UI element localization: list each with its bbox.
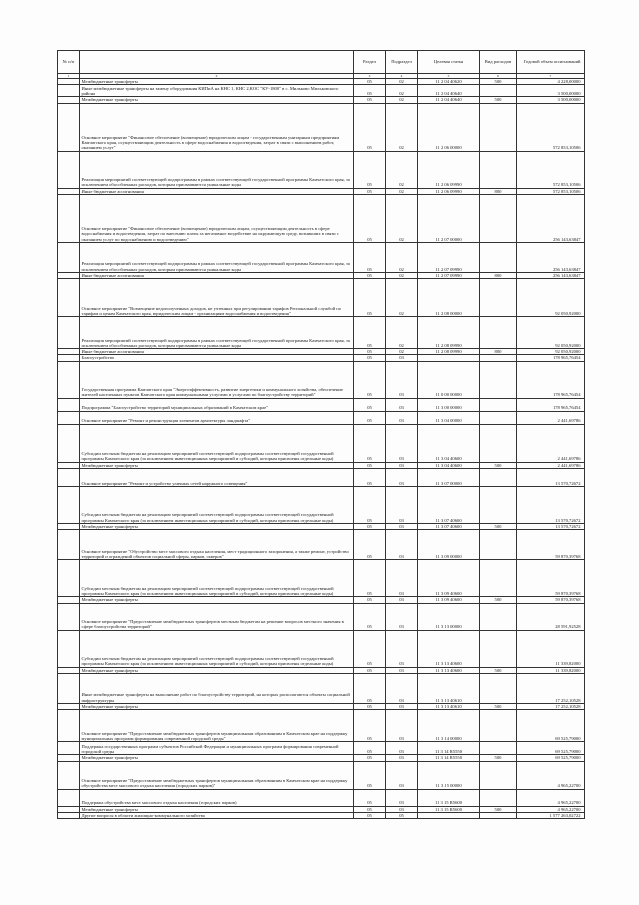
row-num-cell bbox=[58, 424, 80, 462]
row-amount-cell: 13 570,72672 bbox=[517, 469, 585, 487]
row-num-cell bbox=[58, 411, 80, 424]
row-target-cell: 11 3 13 40610 bbox=[418, 703, 480, 709]
row-podrazdel-cell: 03 bbox=[386, 524, 418, 530]
row-amount-cell: 572 853,10506 bbox=[517, 103, 585, 151]
row-num-cell bbox=[58, 469, 80, 487]
row-amount-cell: 4 965,22700 bbox=[517, 789, 585, 806]
row-razdel-cell: 05 bbox=[354, 194, 386, 242]
row-amount-cell: 178 965,76454 bbox=[517, 355, 585, 361]
header-target: Целевая статья bbox=[418, 51, 480, 74]
row-name-cell: Субсидии местным бюджетам на реализацию мероприятий соответствующей подпрограммы соответствующей государственной программы Камчатского края (за исключением инвестиционных мероприятий и субсидий, которым присвоены отдельные коды) bbox=[80, 424, 354, 462]
row-expense-type-cell: 500 bbox=[480, 703, 517, 709]
table-row bbox=[58, 742, 585, 755]
row-name-cell: Другие вопросы в области жилищно-коммунального хозяйства bbox=[80, 812, 354, 818]
row-target-cell: 11 3 07 40600 bbox=[418, 487, 480, 524]
row-expense-type-cell bbox=[480, 194, 517, 242]
row-name-cell: Субсидии местным бюджетам на реализацию мероприятий соответствующей подпрограммы соответствующей государственной программы Камчатского края (за исключением инвестиционных мероприятий и субсидий, которым присвоены отдельные коды) bbox=[80, 630, 354, 667]
row-amount-cell: 11 339,82000 bbox=[517, 630, 585, 667]
row-amount-cell: 59 870,39768 bbox=[517, 560, 585, 597]
row-target-cell: 11 2 04 40640 bbox=[418, 97, 480, 103]
row-expense-type-cell bbox=[480, 151, 517, 188]
table-row bbox=[58, 761, 585, 789]
row-razdel-cell: 05 bbox=[354, 462, 386, 468]
row-name-cell: Межбюджетные трансферты bbox=[80, 755, 354, 761]
row-expense-type-cell: 800 bbox=[480, 349, 517, 355]
row-amount-cell: 256 143,63847 bbox=[517, 242, 585, 272]
row-expense-type-cell bbox=[480, 411, 517, 424]
table-row bbox=[58, 361, 585, 398]
row-podrazdel-cell: 03 bbox=[386, 469, 418, 487]
row-target-cell: 11 3 15 R5600 bbox=[418, 789, 480, 806]
row-target-cell: 11 3 13 40600 bbox=[418, 667, 480, 673]
row-razdel-cell: 05 bbox=[354, 755, 386, 761]
row-num-cell bbox=[58, 530, 80, 560]
row-name-cell: Субсидии местным бюджетам на реализацию мероприятий соответствующей подпрограммы соответствующей государственной программы Камчатского края (за исключением инвестиционных мероприятий и субсидий, которым присвоены отдельные коды) bbox=[80, 487, 354, 524]
row-target-cell: 11 3 14 R5550 bbox=[418, 755, 480, 761]
index-cell: 6 bbox=[480, 74, 517, 79]
table-row bbox=[58, 469, 585, 487]
row-target-cell: 11 3 07 40600 bbox=[418, 524, 480, 530]
row-razdel-cell: 05 bbox=[354, 97, 386, 103]
row-amount-cell: 3 500,00000 bbox=[517, 97, 585, 103]
row-podrazdel-cell: 02 bbox=[386, 85, 418, 97]
row-podrazdel-cell: 03 bbox=[386, 789, 418, 806]
row-name-cell: Межбюджетные трансферты bbox=[80, 524, 354, 530]
table-body bbox=[58, 79, 585, 819]
row-razdel-cell: 05 bbox=[354, 151, 386, 188]
row-expense-type-cell: 500 bbox=[480, 806, 517, 812]
row-expense-type-cell bbox=[480, 469, 517, 487]
row-razdel-cell: 05 bbox=[354, 603, 386, 630]
row-razdel-cell: 05 bbox=[354, 242, 386, 272]
table-row bbox=[58, 560, 585, 597]
row-amount-cell: 59 870,39768 bbox=[517, 597, 585, 603]
row-expense-type-cell bbox=[480, 630, 517, 667]
row-podrazdel-cell: 03 bbox=[386, 355, 418, 361]
row-target-cell: 11 2 07 09990 bbox=[418, 242, 480, 272]
row-amount-cell: 69 525,79000 bbox=[517, 755, 585, 761]
row-expense-type-cell: 500 bbox=[480, 597, 517, 603]
row-podrazdel-cell: 03 bbox=[386, 761, 418, 789]
row-razdel-cell: 05 bbox=[354, 703, 386, 709]
row-amount-cell: 69 525,79000 bbox=[517, 710, 585, 742]
row-num-cell bbox=[58, 194, 80, 242]
row-expense-type-cell bbox=[480, 530, 517, 560]
row-target-cell: 11 3 09 40600 bbox=[418, 560, 480, 597]
row-razdel-cell: 05 bbox=[354, 411, 386, 424]
row-target-cell: 11 3 00 00000 bbox=[418, 398, 480, 411]
row-target-cell: 11 3 13 40610 bbox=[418, 673, 480, 703]
row-name-cell: Иные бюджетные ассигнования bbox=[80, 349, 354, 355]
row-razdel-cell: 05 bbox=[354, 361, 386, 398]
row-target-cell: 11 2 06 09990 bbox=[418, 151, 480, 188]
row-podrazdel-cell: 03 bbox=[386, 560, 418, 597]
row-amount-cell: 92 050,92000 bbox=[517, 279, 585, 317]
row-podrazdel-cell: 03 bbox=[386, 597, 418, 603]
row-name-cell: Иные бюджетные ассигнования bbox=[80, 272, 354, 278]
row-expense-type-cell: 500 bbox=[480, 755, 517, 761]
row-num-cell bbox=[58, 789, 80, 806]
row-amount-cell: 11 339,82000 bbox=[517, 667, 585, 673]
row-name-cell: Межбюджетные трансферты bbox=[80, 703, 354, 709]
row-razdel-cell: 05 bbox=[354, 761, 386, 789]
row-name-cell: Реализация мероприятий соответствующей подпрограммы в рамках соответствующей государственной программы Камчатского края, за исключением обособленных расходов, которым присваиваются уникальные коды bbox=[80, 242, 354, 272]
header-podrazdel: Подраздел bbox=[386, 51, 418, 74]
row-amount-cell: 2 441,69786 bbox=[517, 462, 585, 468]
row-target-cell: 11 2 04 40640 bbox=[418, 85, 480, 97]
row-podrazdel-cell: 02 bbox=[386, 349, 418, 355]
index-cell: 3 bbox=[354, 74, 386, 79]
row-target-cell bbox=[418, 812, 480, 818]
header-name bbox=[80, 51, 354, 74]
row-amount-cell: 4 965,22700 bbox=[517, 806, 585, 812]
row-podrazdel-cell: 03 bbox=[386, 398, 418, 411]
table-row bbox=[58, 789, 585, 806]
header-num: № п/п bbox=[58, 51, 80, 74]
row-amount-cell: 4 228,00000 bbox=[517, 79, 585, 85]
row-num-cell bbox=[58, 242, 80, 272]
row-razdel-cell: 05 bbox=[354, 742, 386, 755]
row-target-cell: 11 3 13 40600 bbox=[418, 630, 480, 667]
row-amount-cell: 13 570,72672 bbox=[517, 524, 585, 530]
row-expense-type-cell bbox=[480, 761, 517, 789]
row-expense-type-cell bbox=[480, 242, 517, 272]
row-expense-type-cell bbox=[480, 789, 517, 806]
table-row bbox=[58, 630, 585, 667]
row-razdel-cell: 05 bbox=[354, 710, 386, 742]
row-expense-type-cell bbox=[480, 710, 517, 742]
table-row bbox=[58, 85, 585, 97]
row-name-cell: Благоустройство bbox=[80, 355, 354, 361]
table-row bbox=[58, 279, 585, 317]
row-razdel-cell: 05 bbox=[354, 103, 386, 151]
row-razdel-cell: 05 bbox=[354, 355, 386, 361]
table-row bbox=[58, 242, 585, 272]
row-podrazdel-cell: 02 bbox=[386, 151, 418, 188]
row-expense-type-cell bbox=[480, 560, 517, 597]
row-podrazdel-cell: 02 bbox=[386, 103, 418, 151]
row-amount-cell: 256 143,63847 bbox=[517, 194, 585, 242]
table-row bbox=[58, 487, 585, 524]
row-razdel-cell: 05 bbox=[354, 673, 386, 703]
row-name-cell: Иные межбюджетные трансферты на замену оборудования КИПиА на КНС 1, КНС 2,КОС "КУ-1800" в с. Мильково Мильковского района bbox=[80, 85, 354, 97]
row-expense-type-cell bbox=[480, 85, 517, 97]
budget-table bbox=[57, 50, 585, 819]
table-row bbox=[58, 317, 585, 349]
row-podrazdel-cell: 03 bbox=[386, 462, 418, 468]
row-podrazdel-cell: 02 bbox=[386, 188, 418, 194]
row-expense-type-cell bbox=[480, 398, 517, 411]
row-name-cell: Межбюджетные трансферты bbox=[80, 79, 354, 85]
row-num-cell bbox=[58, 812, 80, 818]
row-razdel-cell: 05 bbox=[354, 85, 386, 97]
row-name-cell: Межбюджетные трансферты bbox=[80, 97, 354, 103]
row-podrazdel-cell: 03 bbox=[386, 742, 418, 755]
row-podrazdel-cell: 03 bbox=[386, 424, 418, 462]
row-expense-type-cell: 500 bbox=[480, 97, 517, 103]
row-name-cell: Основное мероприятие "Обустройство мест массового отдыха населения, мест традиционного захоронения, а также ремонт, устройство территорий и ограждений объектов социальной сферы, парков, скверов" bbox=[80, 530, 354, 560]
index-cell: 1 bbox=[58, 74, 80, 79]
row-podrazdel-cell: 02 bbox=[386, 194, 418, 242]
row-num-cell bbox=[58, 398, 80, 411]
row-amount-cell: 178 965,76454 bbox=[517, 398, 585, 411]
header-amount: Годовой объем ассигнований bbox=[517, 51, 585, 74]
row-razdel-cell: 05 bbox=[354, 560, 386, 597]
row-name-cell: Основное мероприятие "Ремонт и устройство уличных сетей наружного освещения" bbox=[80, 469, 354, 487]
row-target-cell: 11 3 09 40600 bbox=[418, 597, 480, 603]
row-num-cell bbox=[58, 710, 80, 742]
row-expense-type-cell: 800 bbox=[480, 272, 517, 278]
index-cell: 5 bbox=[418, 74, 480, 79]
row-podrazdel-cell: 03 bbox=[386, 667, 418, 673]
row-razdel-cell: 05 bbox=[354, 530, 386, 560]
row-amount-cell: 13 570,72672 bbox=[517, 487, 585, 524]
row-razdel-cell: 05 bbox=[354, 279, 386, 317]
row-name-cell: Межбюджетные трансферты bbox=[80, 667, 354, 673]
row-name-cell: Основное мероприятие "Предоставление межбюджетных трансфертов муниципальным образованиям в Камчатском крае на поддержку муниципальных программ формирования современной городской среды" bbox=[80, 710, 354, 742]
row-razdel-cell: 05 bbox=[354, 487, 386, 524]
row-razdel-cell: 05 bbox=[354, 667, 386, 673]
row-target-cell: 11 0 00 00000 bbox=[418, 361, 480, 398]
row-razdel-cell: 05 bbox=[354, 79, 386, 85]
row-name-cell: Субсидии местным бюджетам на реализацию мероприятий соответствующей подпрограммы соответствующей государственной программы Камчатского края (за исключением инвестиционных мероприятий и субсидий, которым присвоены отдельные коды) bbox=[80, 560, 354, 597]
table-row bbox=[58, 673, 585, 703]
row-razdel-cell: 05 bbox=[354, 317, 386, 349]
row-expense-type-cell bbox=[480, 103, 517, 151]
header-razdel: Раздел bbox=[354, 51, 386, 74]
row-name-cell: Поддержка обустройства мест массового отдыха населения (городских парков) bbox=[80, 789, 354, 806]
row-podrazdel-cell: 02 bbox=[386, 279, 418, 317]
row-num-cell bbox=[58, 560, 80, 597]
row-target-cell: 11 2 07 00000 bbox=[418, 194, 480, 242]
row-target-cell: 11 3 07 00000 bbox=[418, 469, 480, 487]
row-num-cell bbox=[58, 103, 80, 151]
index-cell: 4 bbox=[386, 74, 418, 79]
row-podrazdel-cell: 03 bbox=[386, 411, 418, 424]
row-amount-cell: 2 441,69786 bbox=[517, 424, 585, 462]
row-expense-type-cell: 800 bbox=[480, 188, 517, 194]
row-num-cell bbox=[58, 761, 80, 789]
row-razdel-cell: 05 bbox=[354, 524, 386, 530]
row-expense-type-cell bbox=[480, 279, 517, 317]
table-row bbox=[58, 151, 585, 188]
row-target-cell: 11 2 08 09990 bbox=[418, 349, 480, 355]
row-target-cell: 11 3 15 00000 bbox=[418, 761, 480, 789]
row-num-cell bbox=[58, 487, 80, 524]
row-target-cell: 11 3 14 R5550 bbox=[418, 742, 480, 755]
row-podrazdel-cell: 02 bbox=[386, 242, 418, 272]
row-name-cell: Реализация мероприятий соответствующей подпрограммы в рамках соответствующей государственной программы Камчатского края, за исключением обособленных расходов, которым присваиваются уникальные коды bbox=[80, 317, 354, 349]
index-cell: 7 bbox=[517, 74, 585, 79]
row-target-cell: 11 2 08 09990 bbox=[418, 317, 480, 349]
row-razdel-cell: 05 bbox=[354, 398, 386, 411]
row-podrazdel-cell: 03 bbox=[386, 630, 418, 667]
row-podrazdel-cell: 03 bbox=[386, 673, 418, 703]
row-amount-cell: 92 050,92000 bbox=[517, 317, 585, 349]
row-expense-type-cell bbox=[480, 603, 517, 630]
row-num-cell bbox=[58, 151, 80, 188]
row-target-cell: 11 2 04 40620 bbox=[418, 79, 480, 85]
row-razdel-cell: 05 bbox=[354, 424, 386, 462]
row-name-cell: Межбюджетные трансферты bbox=[80, 806, 354, 812]
row-podrazdel-cell: 03 bbox=[386, 806, 418, 812]
row-razdel-cell: 05 bbox=[354, 272, 386, 278]
row-num-cell bbox=[58, 673, 80, 703]
row-podrazdel-cell: 05 bbox=[386, 812, 418, 818]
row-podrazdel-cell: 03 bbox=[386, 710, 418, 742]
row-name-cell: Основное мероприятие "Предоставление межбюджетных трансфертов муниципальным образованиям в Камчатском крае на поддержку обустройства мест массового отдыха населения (городских парков)" bbox=[80, 761, 354, 789]
table-row bbox=[58, 424, 585, 462]
row-podrazdel-cell: 02 bbox=[386, 97, 418, 103]
row-amount-cell: 4 965,22700 bbox=[517, 761, 585, 789]
row-num-cell bbox=[58, 85, 80, 97]
header-expense-type: Вид расходов bbox=[480, 51, 517, 74]
row-amount-cell: 178 965,76454 bbox=[517, 361, 585, 398]
row-podrazdel-cell: 02 bbox=[386, 272, 418, 278]
table-row bbox=[58, 530, 585, 560]
row-num-cell bbox=[58, 361, 80, 398]
table-header-row bbox=[58, 51, 585, 74]
row-target-cell: 11 3 04 40600 bbox=[418, 424, 480, 462]
row-target-cell: 11 3 14 00000 bbox=[418, 710, 480, 742]
row-amount-cell: 572 853,10506 bbox=[517, 151, 585, 188]
row-expense-type-cell bbox=[480, 673, 517, 703]
row-target-cell: 11 2 06 09990 bbox=[418, 188, 480, 194]
row-amount-cell: 59 870,39768 bbox=[517, 530, 585, 560]
row-expense-type-cell bbox=[480, 361, 517, 398]
row-name-cell: Межбюджетные трансферты bbox=[80, 597, 354, 603]
row-razdel-cell: 05 bbox=[354, 188, 386, 194]
row-amount-cell: 3 500,00000 bbox=[517, 85, 585, 97]
table-row bbox=[58, 194, 585, 242]
row-target-cell: 11 3 09 00000 bbox=[418, 530, 480, 560]
row-name-cell: Основное мероприятие "Финансовое обеспечение (возмещение) юридическим лицам - государственным унитарным предприятиям Камчатского края, осуществляющим деятельность в сфере водоснабжения и водоотведения, затрат в связи с выполнением работ, оказанием услуг" bbox=[80, 103, 354, 151]
row-num-cell bbox=[58, 317, 80, 349]
row-target-cell: 11 2 07 09990 bbox=[418, 272, 480, 278]
row-name-cell: Основное мероприятие "Финансовое обеспечение (возмещение) юридическим лицам, осуществляющим деятельность в сфере водоснабжения и водоотведения, затрат по внесению платы за негативное воздействие на окружающую среду, возникших в связи с оказанием услуг по водоснабжению и водоотведению" bbox=[80, 194, 354, 242]
row-razdel-cell: 05 bbox=[354, 349, 386, 355]
row-target-cell: 11 3 15 R5600 bbox=[418, 806, 480, 812]
row-podrazdel-cell: 03 bbox=[386, 487, 418, 524]
row-name-cell: Государственная программа Камчатского края "Энергоэффективность, развитие энергетики и коммунального хозяйства, обеспечение жителей населенных пунктов Камчатского края коммунальными услугами и услугами по благоустройству территорий" bbox=[80, 361, 354, 398]
row-razdel-cell: 05 bbox=[354, 597, 386, 603]
row-target-cell: 11 3 04 40600 bbox=[418, 462, 480, 468]
row-name-cell: Основное мероприятие "Возмещение недополученных доходов, не учтенных при регулировании тарифов Региональной службой по тарифам и ценам Камчатского края, юридическим лицам - организациям водоснабжения и водоотведения" bbox=[80, 279, 354, 317]
row-podrazdel-cell: 02 bbox=[386, 79, 418, 85]
row-expense-type-cell: 500 bbox=[480, 667, 517, 673]
row-podrazdel-cell: 03 bbox=[386, 703, 418, 709]
row-name-cell: Поддержка государственных программ субъектов Российской Федерации и муниципальных программ формирования современной городской среды bbox=[80, 742, 354, 755]
row-name-cell: Иные межбюджетные трансферты на выполнение работ по благоустройству территорий, на которых располагаются объекты социальной инфраструктуры bbox=[80, 673, 354, 703]
row-razdel-cell: 05 bbox=[354, 806, 386, 812]
row-amount-cell: 572 853,10506 bbox=[517, 188, 585, 194]
row-name-cell: Основное мероприятие "Предоставление межбюджетных трансфертов местным бюджетам на решение вопросов местного значения в сфере благоустройства территорий" bbox=[80, 603, 354, 630]
row-amount-cell: 256 143,63847 bbox=[517, 272, 585, 278]
row-amount-cell: 17 252,10528 bbox=[517, 673, 585, 703]
row-expense-type-cell: 500 bbox=[480, 524, 517, 530]
row-expense-type-cell: 500 bbox=[480, 79, 517, 85]
row-num-cell bbox=[58, 603, 80, 630]
row-podrazdel-cell: 03 bbox=[386, 530, 418, 560]
row-name-cell: Основное мероприятие "Ремонт и реконструкция элементов архитектуры ландшафта" bbox=[80, 411, 354, 424]
row-expense-type-cell bbox=[480, 424, 517, 462]
row-num-cell bbox=[58, 630, 80, 667]
row-amount-cell: 1 577 263,02722 bbox=[517, 812, 585, 818]
table-row bbox=[58, 103, 585, 151]
row-name-cell: Иные бюджетные ассигнования bbox=[80, 188, 354, 194]
table-row bbox=[58, 710, 585, 742]
row-amount-cell: 17 252,10528 bbox=[517, 703, 585, 709]
table-row bbox=[58, 603, 585, 630]
row-razdel-cell: 05 bbox=[354, 469, 386, 487]
row-razdel-cell: 05 bbox=[354, 812, 386, 818]
row-num-cell bbox=[58, 742, 80, 755]
table-row bbox=[58, 812, 585, 818]
row-razdel-cell: 05 bbox=[354, 789, 386, 806]
row-name-cell: Подпрограмма "Благоустройство территорий муниципальных образований в Камчатском крае" bbox=[80, 398, 354, 411]
table-row bbox=[58, 398, 585, 411]
row-amount-cell: 2 441,69786 bbox=[517, 411, 585, 424]
row-podrazdel-cell: 03 bbox=[386, 361, 418, 398]
row-name-cell: Реализация мероприятий соответствующей подпрограммы в рамках соответствующей государственной программы Камчатского края, за исключением обособленных расходов, которым присваиваются уникальные коды bbox=[80, 151, 354, 188]
row-expense-type-cell bbox=[480, 742, 517, 755]
row-target-cell: 11 3 04 00000 bbox=[418, 411, 480, 424]
row-podrazdel-cell: 03 bbox=[386, 755, 418, 761]
row-amount-cell: 69 525,79000 bbox=[517, 742, 585, 755]
row-expense-type-cell bbox=[480, 487, 517, 524]
row-target-cell: 11 2 08 00000 bbox=[418, 279, 480, 317]
row-num-cell bbox=[58, 279, 80, 317]
row-name-cell: Межбюджетные трансферты bbox=[80, 462, 354, 468]
row-expense-type-cell bbox=[480, 317, 517, 349]
row-expense-type-cell: 500 bbox=[480, 462, 517, 468]
table-row bbox=[58, 411, 585, 424]
row-podrazdel-cell: 02 bbox=[386, 317, 418, 349]
row-expense-type-cell bbox=[480, 812, 517, 818]
row-amount-cell: 92 050,92000 bbox=[517, 349, 585, 355]
row-razdel-cell: 05 bbox=[354, 630, 386, 667]
row-amount-cell: 28 591,92528 bbox=[517, 603, 585, 630]
index-cell: 2 bbox=[80, 74, 354, 79]
row-target-cell: 11 3 13 00000 bbox=[418, 603, 480, 630]
row-target-cell: 11 2 06 00000 bbox=[418, 103, 480, 151]
row-podrazdel-cell: 03 bbox=[386, 603, 418, 630]
